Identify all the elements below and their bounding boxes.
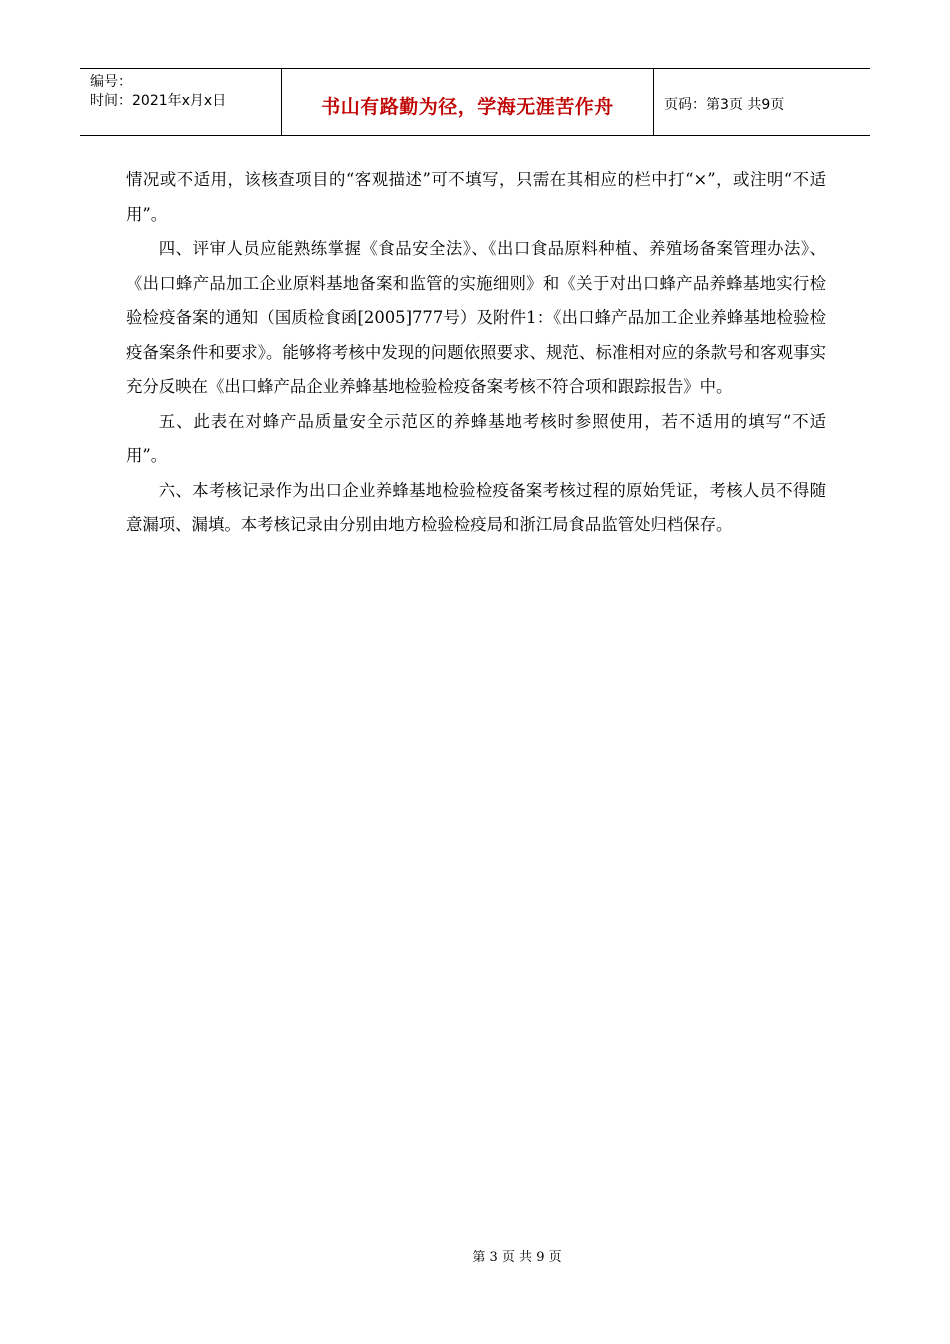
paragraph-continuation: 情况或不适用，该核查项目的“客观描述”可不填写，只需在其相应的栏中打“×”，或注明“不适用”。	[126, 170, 826, 224]
header-page-info: 页码：第3页 共9页	[664, 97, 785, 113]
paragraph-item-5: 五、此表在对蜂产品质量安全示范区的养蜂基地考核时参照使用，若不适用的填写“不适用”。	[126, 411, 826, 465]
paragraph-item-4: 四、评审人员应能熟练掌握《食品安全法》、《出口食品原料种植、养殖场备案管理办法》、《出口蜂产品加工企业原料基地备案和监管的实施细则》和《关于对出口蜂产品养蜂基地实行检验检疫备案的通知（国质检食函[2005]777号）及附件1：《出口蜂产品加工企业养蜂基地检验检疫备案条件和要求》。能够将考核中发现的问题依照要求、规范、标准相对应的条款号和客观事实充分反映在《出口蜂产品企业养蜂基地检验检疫备案考核不符合项和跟踪报告》中。	[126, 239, 826, 396]
header-meta-cell	[80, 69, 282, 135]
header-slogan-cell	[282, 69, 654, 135]
document-body	[126, 163, 826, 543]
document-header	[80, 68, 870, 136]
footer-page-number: 第 3 页 共 9 页	[472, 1250, 562, 1265]
header-slogan: 书山有路勤为径，学海无涯苦作舟	[321, 95, 614, 118]
paragraph-item-6: 六、本考核记录作为出口企业养蜂基地检验检疫备案考核过程的原始凭证，考核人员不得随意漏项、漏填。本考核记录由分别由地方检验检疫局和浙江局食品监管处归档保存。	[126, 480, 826, 534]
document-number-label: 编号：	[90, 74, 132, 90]
document-time-label: 时间：2021年x月x日	[90, 93, 227, 109]
header-page-cell	[654, 69, 870, 135]
page-footer	[0, 1246, 950, 1265]
